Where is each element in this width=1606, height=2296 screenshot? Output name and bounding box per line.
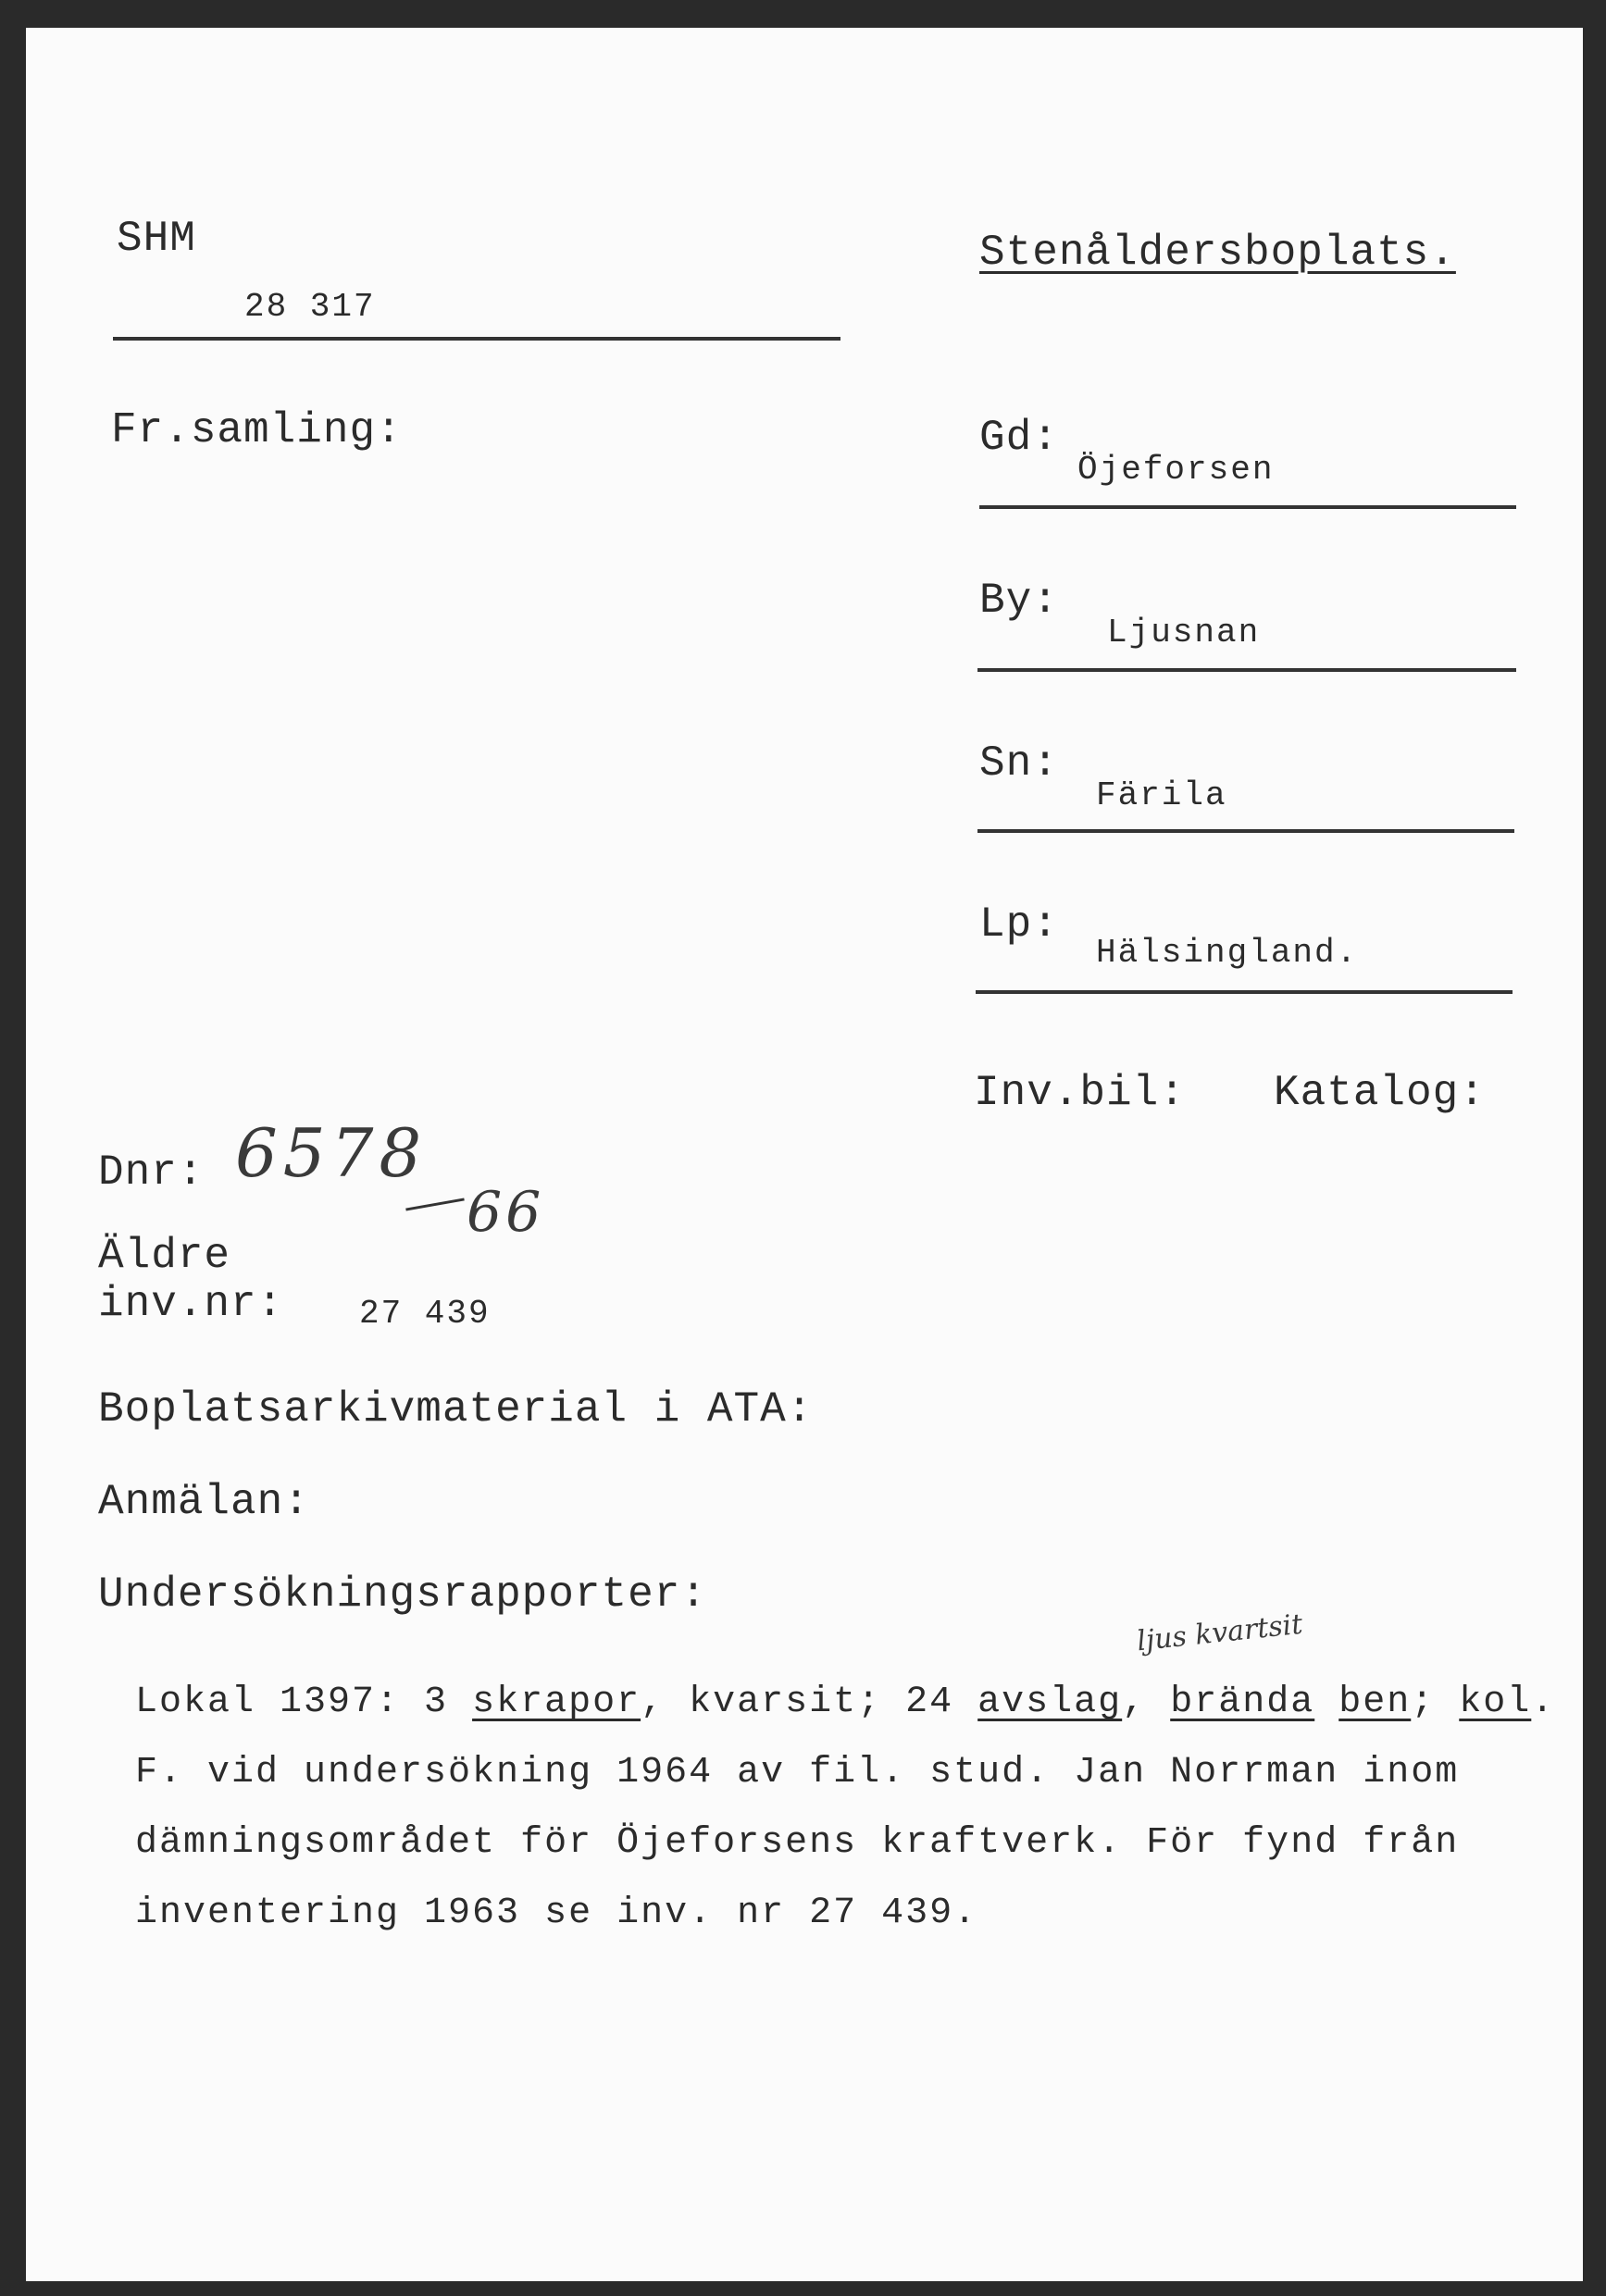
finds-avslag: avslag xyxy=(977,1682,1123,1723)
dnr-number: 6578 xyxy=(235,1114,428,1192)
finds-line1-a: Lokal 1397: 3 xyxy=(135,1682,473,1723)
sn-label: Sn: xyxy=(979,739,1059,788)
finds-line-1 xyxy=(135,1684,1555,1721)
rapporter-label: Undersökningsrapporter: xyxy=(98,1570,707,1619)
finds-line1-c: , xyxy=(1122,1682,1171,1723)
finds-line-3: dämningsområdet för Öjeforsens kraftverk. För fynd från xyxy=(135,1822,1460,1864)
finds-skrapor: skrapor xyxy=(472,1682,641,1723)
gd-label: Gd: xyxy=(979,414,1059,462)
collection-label: Fr.samling: xyxy=(111,406,403,454)
handwritten-annotation: ljus kvartsit xyxy=(1135,1607,1304,1658)
invbil-label: Inv.bil: xyxy=(974,1069,1186,1117)
by-value: Ljusnan xyxy=(1107,614,1261,652)
anmalan-label: Anmälan: xyxy=(98,1478,310,1526)
dnr-label: Dnr: xyxy=(98,1148,205,1197)
gd-rule xyxy=(979,505,1516,509)
finds-line1-f: . xyxy=(1531,1682,1556,1723)
museum-code: SHM xyxy=(117,215,196,263)
lp-rule xyxy=(976,990,1513,994)
older-label-line2: inv.nr: xyxy=(98,1280,284,1328)
site-category: Stenåldersboplats. xyxy=(979,229,1456,277)
lp-label: Lp: xyxy=(979,900,1059,949)
finds-line-4: inventering 1963 se inv. nr 27 439. xyxy=(135,1893,978,1934)
lp-value: Hälsingland. xyxy=(1096,934,1359,972)
finds-line1-d xyxy=(1314,1682,1338,1723)
finds-line1-e: ; xyxy=(1411,1682,1460,1723)
sn-rule xyxy=(977,829,1514,833)
finds-brända: brända xyxy=(1170,1682,1315,1723)
dnr-stroke xyxy=(405,1198,465,1210)
catalog-card xyxy=(26,28,1583,2281)
finds-line-2: F. vid undersökning 1964 av fil. stud. Jan Norrman inom xyxy=(135,1752,1460,1793)
sn-value: Färila xyxy=(1096,776,1227,814)
boplats-archive-label: Boplatsarkivmaterial i ATA: xyxy=(98,1385,814,1433)
header-rule xyxy=(113,337,840,341)
by-label: By: xyxy=(979,577,1059,625)
older-inv-number: 27 439 xyxy=(359,1295,491,1333)
by-rule xyxy=(977,668,1516,672)
gd-value: Öjeforsen xyxy=(1077,451,1275,489)
catalog-number: 28 317 xyxy=(244,288,376,326)
finds-line1-b: , kvarsit; 24 xyxy=(641,1682,978,1723)
finds-ben: ben xyxy=(1338,1682,1412,1723)
katalog-label: Katalog: xyxy=(1274,1069,1486,1117)
older-label-line1: Äldre xyxy=(98,1232,231,1280)
dnr-year: 66 xyxy=(467,1180,545,1245)
finds-kol: kol xyxy=(1459,1682,1532,1723)
